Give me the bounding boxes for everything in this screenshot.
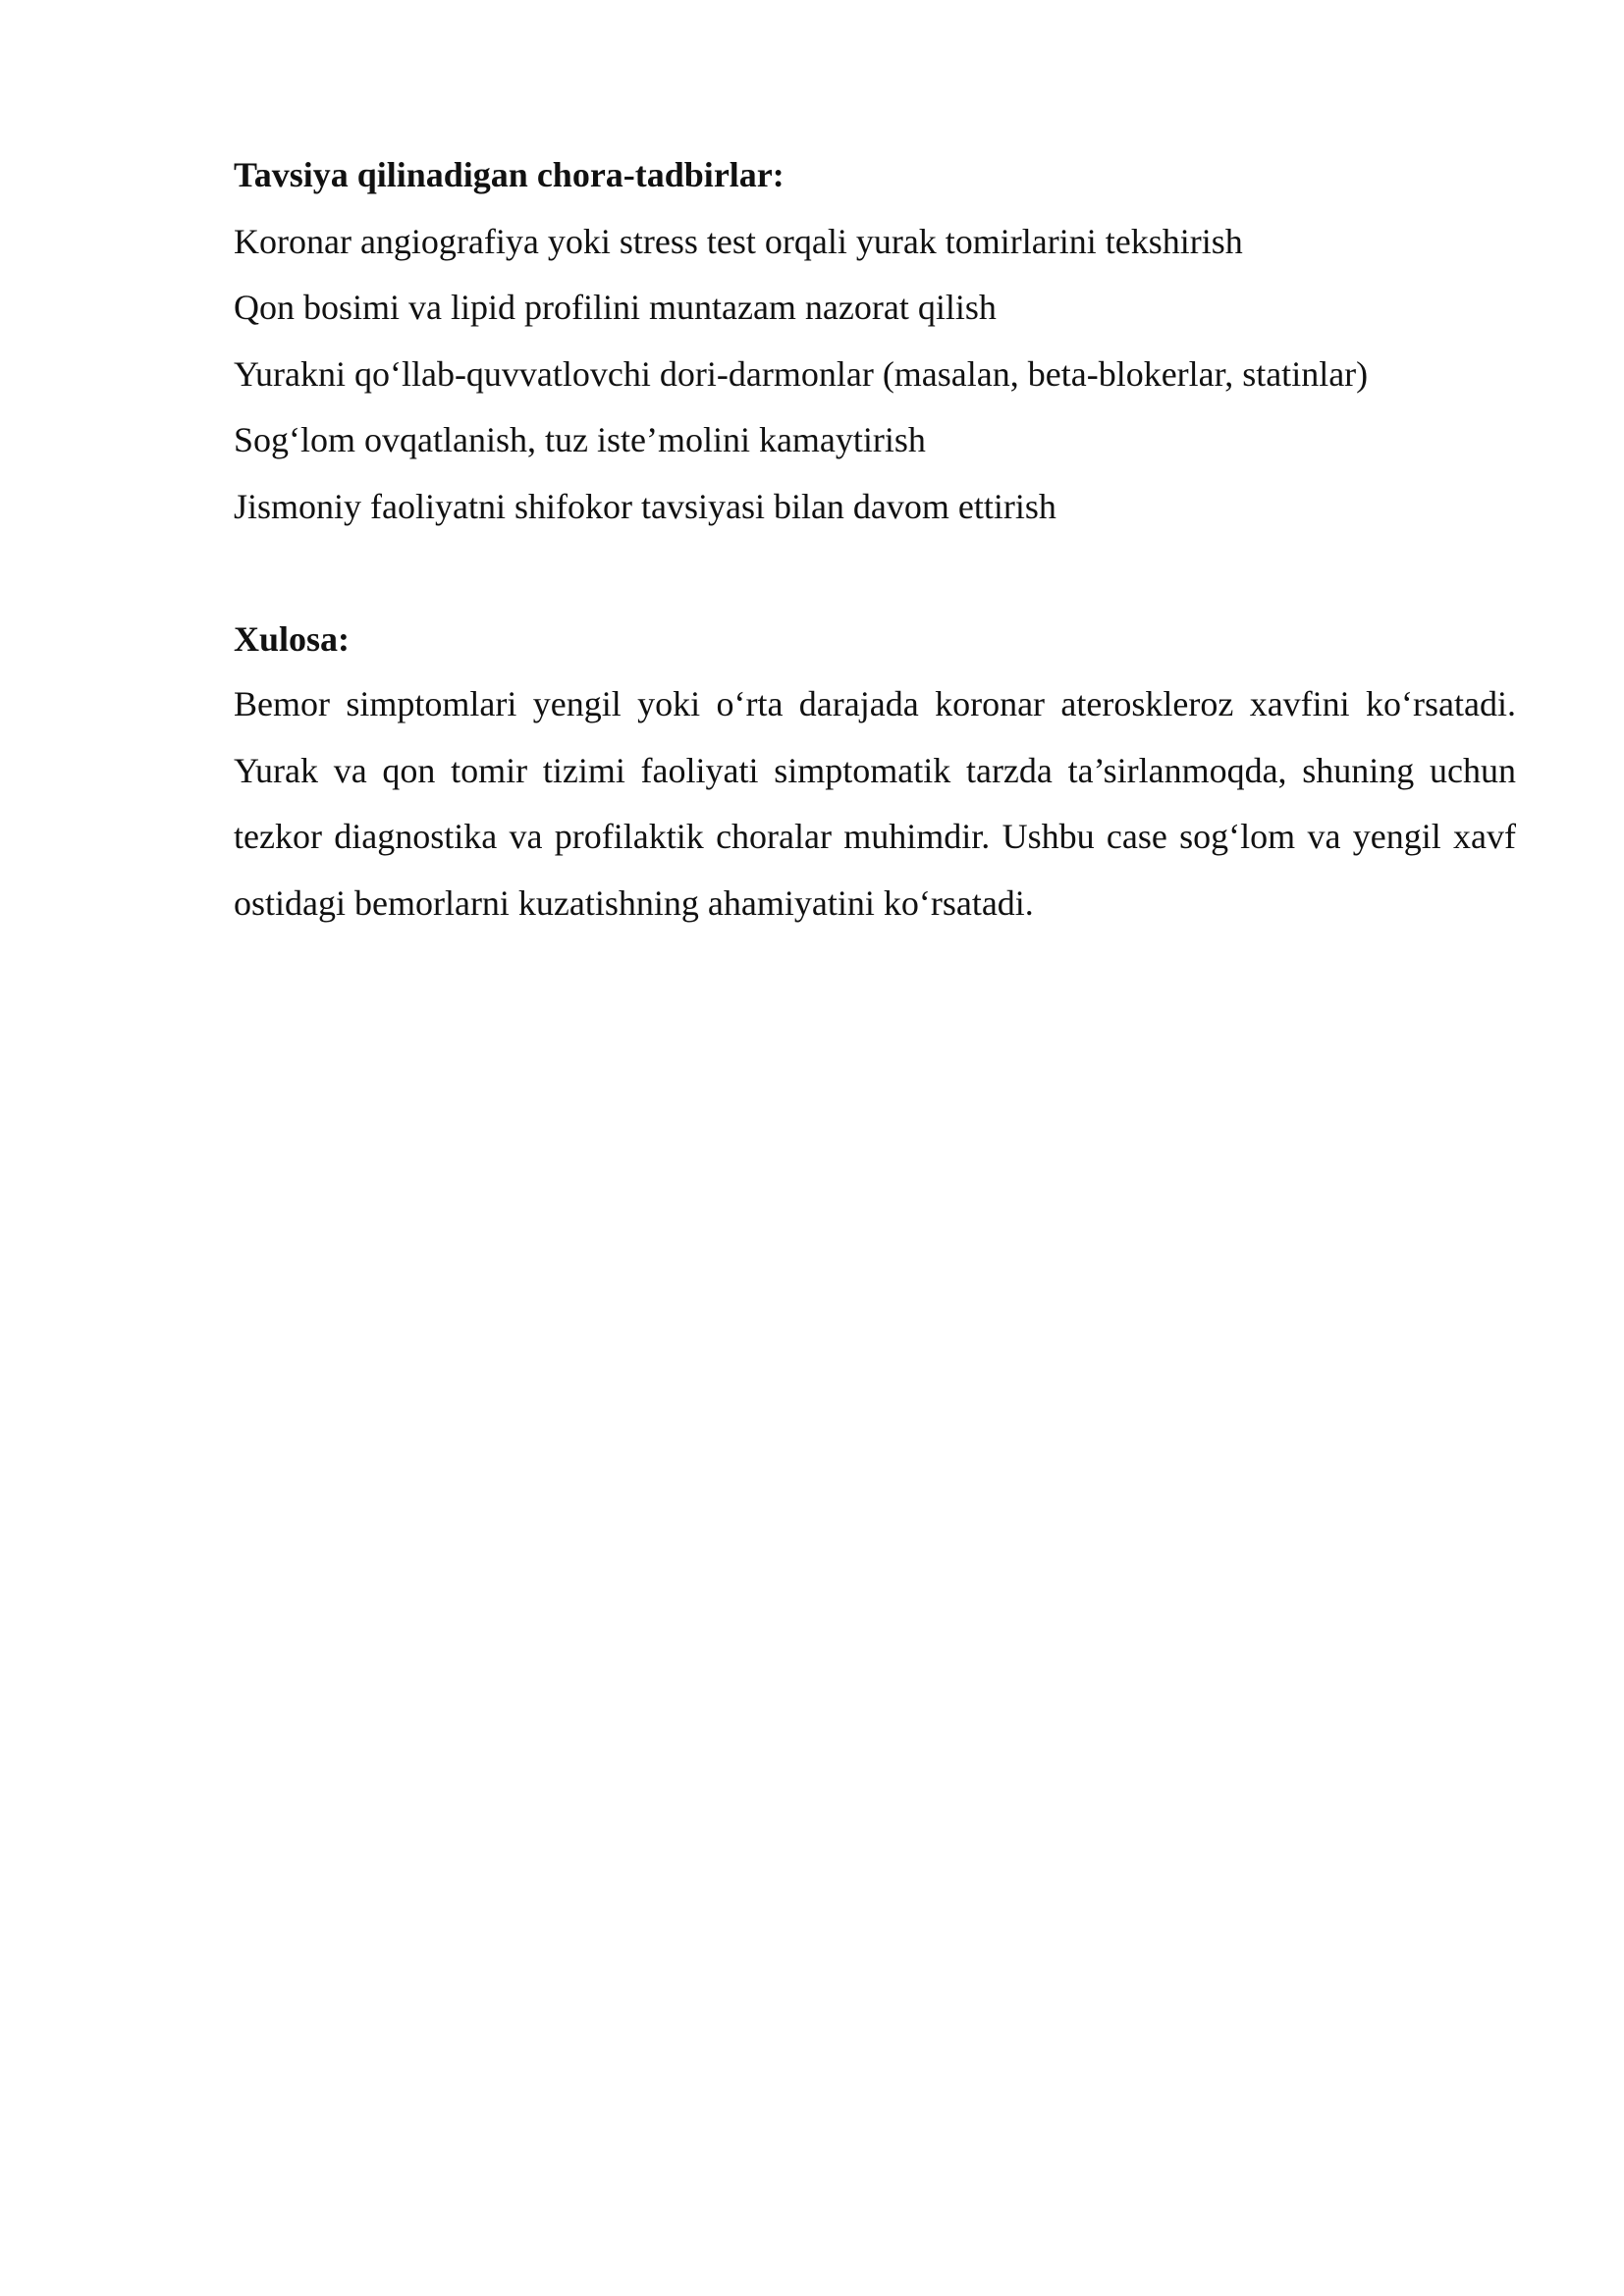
section-spacer bbox=[234, 551, 1516, 617]
recommendation-item: Qon bosimi va lipid profilini muntazam nazorat qilish bbox=[234, 288, 997, 327]
recommendation-item: Jismoniy faoliyatni shifokor tavsiyasi bilan davom ettirish bbox=[234, 486, 1056, 526]
recommendation-item: Sog‘lom ovqatlanish, tuz iste’molini kamaytirish bbox=[234, 420, 926, 459]
conclusion-paragraph: Bemor simptomlari yengil yoki o‘rta darajada koronar ateroskleroz xavfini ko‘rsatadi. Yurak va qon tomir tizimi faoliyati simptomatik tarzda ta’sirlanmoqda, shuning uchun tezkor diagnostika va profilaktik choralar muhimdir. Ushbu case sog‘lom va yengil xavf ostidagi bemorlarni kuzatishning ahamiyatini ko‘rsatadi. bbox=[234, 684, 1516, 923]
conclusion-heading: Xulosa: bbox=[234, 618, 351, 659]
page-content bbox=[234, 153, 1516, 936]
recommendation-item: Yurakni qo‘llab-quvvatlovchi dori-darmonlar (masalan, beta-blokerlar, statinlar) bbox=[234, 353, 1369, 394]
recommendation-item: Koronar angiografiya yoki stress test orqali yurak tomirlarini tekshirish bbox=[234, 221, 1243, 261]
recommendations-heading: Tavsiya qilinadigan chora-tadbirlar: bbox=[234, 155, 785, 194]
